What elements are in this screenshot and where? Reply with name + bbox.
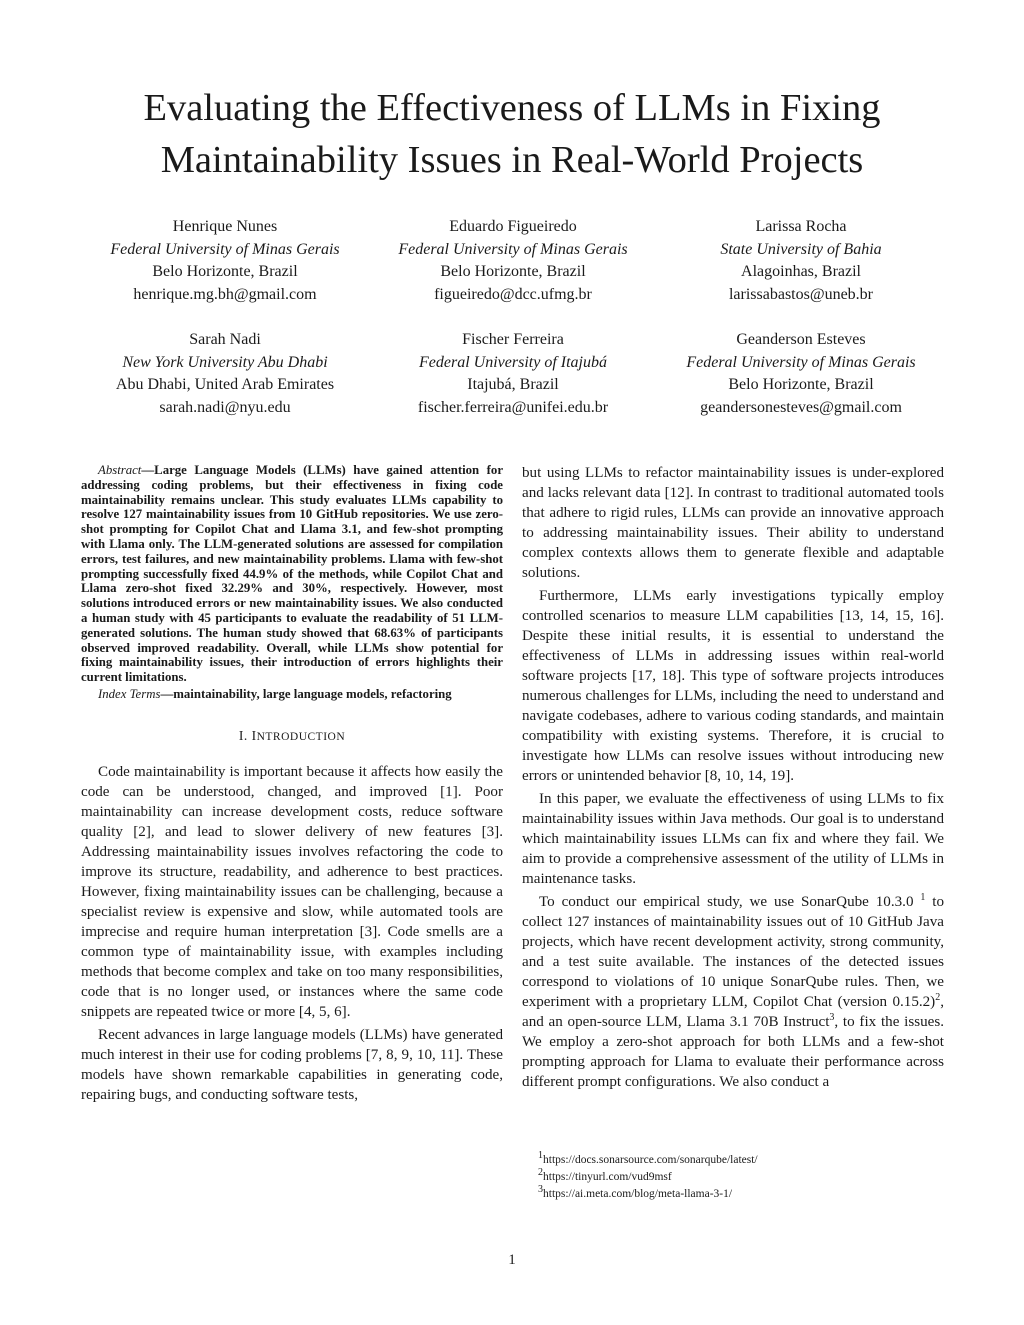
paper-title bbox=[80, 82, 944, 186]
paragraph-segment: To conduct our empirical study, we use SonarQube 10.3.0 bbox=[539, 894, 914, 910]
author-location: Itajubá, Brazil bbox=[467, 376, 559, 393]
section-first-letter: I bbox=[251, 727, 257, 743]
footnote bbox=[522, 1152, 944, 1169]
author-name: Henrique Nunes bbox=[172, 218, 278, 235]
author-block bbox=[651, 329, 951, 419]
author-affiliation: Federal University of Minas Gerais bbox=[686, 353, 916, 371]
body-paragraph: Furthermore, LLMs early investigations typically employ controlled scenarios to measure LLM capabilities [13, 14, 15, 16]. Despite these initial results, it is essential to understand the effectiveness of LLMs in addressing issues within real-world software projects [17, 18]. This type of software projects introduces numerous challenges for LLMs, including the need to understand and navigate codebases, adhere to various coding standards, and maintain compatibility with existing systems. Therefore, it is crucial to investigate how LLMs can resolve issues without introducing new errors or unintended behavior [8, 10, 14, 19]. bbox=[522, 588, 944, 784]
footnotes bbox=[522, 1152, 944, 1203]
section-title-rest: NTRODUCTION bbox=[256, 730, 346, 743]
paragraph-segment: to collect 127 instances of maintainability issues out of 10 GitHub Java projects, which have recent development activity, strong community, and a test suite available. The instances of the detected issues correspond to violations of 10 unique SonarQube rules. Then, we experiment with a proprietary LLM, Copilot Chat (version 0.15.2) bbox=[522, 894, 945, 1010]
right-column bbox=[522, 463, 944, 1095]
footnote-link[interactable]: https://docs.sonarsource.com/sonarqube/latest/ bbox=[543, 1154, 758, 1166]
author-name: Geanderson Esteves bbox=[736, 331, 866, 348]
footnote-marker: 2 bbox=[935, 991, 941, 1003]
footnote-marker: 1 bbox=[920, 891, 926, 903]
footnote-mark: 2 bbox=[538, 1167, 543, 1179]
body-paragraph: In this paper, we evaluate the effectiveness of using LLMs to fix maintainability issues within Java methods. Our goal is to understand which maintainability issues LLMs can fix and where they fail. We aim to provide a comprehensive assessment of the utility of LLMs in maintenance tasks. bbox=[522, 791, 944, 887]
author-name: Larissa Rocha bbox=[755, 218, 847, 235]
author-email: larissabastos@uneb.br bbox=[728, 285, 874, 303]
abstract bbox=[81, 463, 503, 685]
author-email: geandersonesteves@gmail.com bbox=[700, 398, 902, 416]
author-email: henrique.mg.bh@gmail.com bbox=[133, 285, 317, 303]
page-number: 1 bbox=[508, 1252, 516, 1268]
author-name: Fischer Ferreira bbox=[462, 331, 564, 348]
author-location: Alagoinhas, Brazil bbox=[741, 263, 861, 280]
paragraph-segment: , to fix the issues. We employ a zero-shot approach for both LLMs and a few-shot prompting approach for Llama to evaluate their performance across different prompt configurations. We also conduct a bbox=[522, 1014, 944, 1090]
author-affiliation: Federal University of Itajubá bbox=[419, 353, 607, 371]
author-block bbox=[651, 216, 951, 306]
footnote-link[interactable]: https://tinyurl.com/vud9msf bbox=[543, 1171, 672, 1183]
author-affiliation: New York University Abu Dhabi bbox=[122, 353, 328, 371]
author-name: Sarah Nadi bbox=[189, 331, 261, 348]
author-block bbox=[75, 329, 375, 419]
section-heading bbox=[81, 728, 503, 744]
title-line-2: Maintainability Issues in Real-World Projects bbox=[160, 139, 864, 181]
author-affiliation: Federal University of Minas Gerais bbox=[398, 240, 628, 258]
footnote-link[interactable]: https://ai.meta.com/blog/meta-llama-3-1/ bbox=[543, 1188, 733, 1200]
author-block bbox=[363, 329, 663, 419]
footnote bbox=[522, 1169, 944, 1186]
index-terms-text: —maintainability, large language models, refactoring bbox=[160, 686, 452, 701]
footnote-mark: 1 bbox=[538, 1150, 543, 1162]
author-location: Belo Horizonte, Brazil bbox=[152, 263, 298, 280]
footnote bbox=[522, 1186, 944, 1203]
abstract-label: Abstract bbox=[98, 463, 142, 477]
author-name: Eduardo Figueiredo bbox=[449, 218, 577, 235]
body-paragraph: Recent advances in large language models (LLMs) have generated much interest in their use for coding problems [7, 8, 9, 10, 11]. These models have shown remarkable capabilities in generating code, repairing bugs, and conducting software tests, bbox=[81, 1026, 503, 1103]
abstract-text: —Large Language Models (LLMs) have gained attention for addressing coding problems, but their effectiveness in fixing code maintainability remains unclear. This study evaluates LLMs capability to resolve 127 maintainability issues from 10 GitHub repositories. We use zero-shot prompting for Copilot Chat and Llama 3.1, and few-shot prompting with Llama only. The LLM-generated solutions are assessed for compilation errors, test failures, and new maintainability problems. Llama with few-shot prompting successfully fixed 44.9% of the methods, while Copilot Chat and Llama zero-shot fixed 32.29% and 30%, respectively. However, most solutions introduced errors or new maintainability issues. We also conducted a human study with 45 participants to evaluate the readability of 51 LLM-generated solutions. The human study showed that 68.63% of participants observed improved readability. Overall, while LLMs show potential for fixing maintainability issues, their introduction of errors highlights their current limitations. bbox=[81, 463, 503, 685]
body-paragraph bbox=[522, 892, 944, 1092]
author-email: sarah.nadi@nyu.edu bbox=[159, 398, 291, 416]
body-paragraph: Code maintainability is important because it affects how easily the code can be understood, changed, and improved [1]. Poor maintainability can increase development costs, reduce software quality [2], and lead to slower delivery of new features [3]. Addressing maintainability issues involves refactoring the code to improve its structure, readability, and adherence to best practices. However, fixing maintainability issues can be challenging, because a specialist review is expensive and slow, while automated tools are imprecise and require human interpretation [3]. Code smells are a common type of maintainability issue, with examples including methods that become complex and take on too many responsibilities, code that is no longer used, or instances where the same code snippets are repeated twice or more [4, 5, 6]. bbox=[81, 763, 503, 1020]
footnote-mark: 3 bbox=[538, 1184, 543, 1196]
author-affiliation: State University of Bahia bbox=[720, 240, 882, 258]
body-paragraph: but using LLMs to refactor maintainability issues is under-explored and lacks relevant data [12]. In contrast to traditional automated tools that adhere to rigid rules, LLMs can provide an innovative approach to addressing maintainability issues. Their ability to understand complex contexts allows them to generate flexible and adaptable solutions. bbox=[522, 465, 944, 581]
paragraph-segment: , and an open-source LLM, Llama 3.1 70B Instruct bbox=[522, 994, 944, 1030]
author-block bbox=[75, 216, 375, 306]
title-line-1: Evaluating the Effectiveness of LLMs in Fixing bbox=[143, 87, 881, 129]
section-number: I. bbox=[238, 727, 248, 743]
index-terms-label: Index Terms bbox=[98, 686, 161, 701]
author-email: figueiredo@dcc.ufmg.br bbox=[434, 285, 592, 303]
author-location: Belo Horizonte, Brazil bbox=[440, 263, 586, 280]
index-terms bbox=[81, 687, 503, 702]
author-location: Abu Dhabi, United Arab Emirates bbox=[115, 376, 335, 393]
author-block bbox=[363, 216, 663, 306]
author-location: Belo Horizonte, Brazil bbox=[728, 376, 874, 393]
footnote-marker: 3 bbox=[829, 1011, 835, 1023]
author-email: fischer.ferreira@unifei.edu.br bbox=[417, 398, 609, 416]
left-column bbox=[81, 463, 503, 1108]
author-affiliation: Federal University of Minas Gerais bbox=[110, 240, 340, 258]
